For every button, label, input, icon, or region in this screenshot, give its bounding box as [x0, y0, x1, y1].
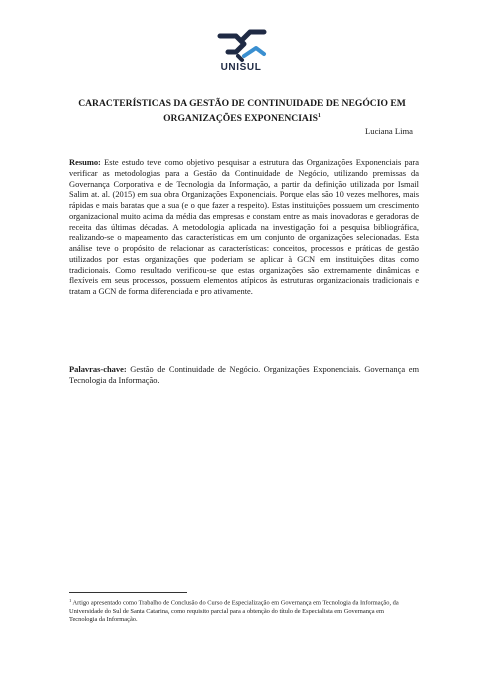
logo-wordmark: UNISUL — [220, 62, 262, 73]
keywords-text: Gestão de Continuidade de Negócio. Organizações Exponenciais. Governança em Tecnologia da Informação. — [69, 364, 420, 385]
paper-title-text: CARACTERÍSTICAS DA GESTÃO DE CONTINUIDADE DE NEGÓCIO EM ORGANIZAÇÕES EXPONENCIAIS — [78, 98, 406, 124]
keywords-label: Palavras-chave: — [69, 364, 127, 374]
footnote-text: Artigo apresentado como Trabalho de Conclusão do Curso de Especialização em Governança em Tecnologia da Informação, da Universidade do Sul de Santa Catarina, como requisito parcial para a obtenção do título de Especialista em Governança em Tecnologia da Informação. — [69, 599, 399, 624]
paper-title — [66, 98, 418, 125]
footnote-divider — [69, 592, 187, 593]
title-footnote-marker: 1 — [317, 113, 321, 119]
author-name: Luciana Lima — [365, 126, 413, 136]
abstract — [69, 157, 419, 297]
footnote-marker: 1 — [69, 598, 72, 603]
footnote — [69, 597, 399, 625]
keywords — [69, 364, 419, 386]
abstract-text: Este estudo teve como objetivo pesquisar a estrutura das Organizações Exponenciais para verificar as metodologias para a Gestão da Continuidade de Negócio, utilizando premissas da Governança Corporativa e de Tecnologia da Informação, a partir da definição utilizada por Ismail Salim at. al. (2015) em sua obra Organizações Exponenciais. Porque elas são 10 vezes melhores, mais rápidas e mais baratas que a sua (e o que fazer a respeito). Estas instituições possuem um crescimento organizacional muito acima da média das empresas e constam entre as mais inovadoras e geradoras de receita das últimas décadas. A metodologia aplicada na investigação foi a pesquisa bibliográfica, realizando-se o mapeamento das características em um conjunto de organizações selecionadas. Esta análise teve o propósito de relacionar as características: conceitos, processos e práticas de gestão utilizados por estas organizações que poderiam se aplicar à GCN em instituições ditas como tradicionais. Como resultado verificou-se que estas organizações são extremamente dinâmicas e flexíveis em seus processos, possuem elementos atípicos às estruturas organizacionais tradicionais e tratam a GCN de forma diferenciada e pro ativamente. — [69, 157, 419, 296]
abstract-label: Resumo: — [69, 157, 101, 167]
